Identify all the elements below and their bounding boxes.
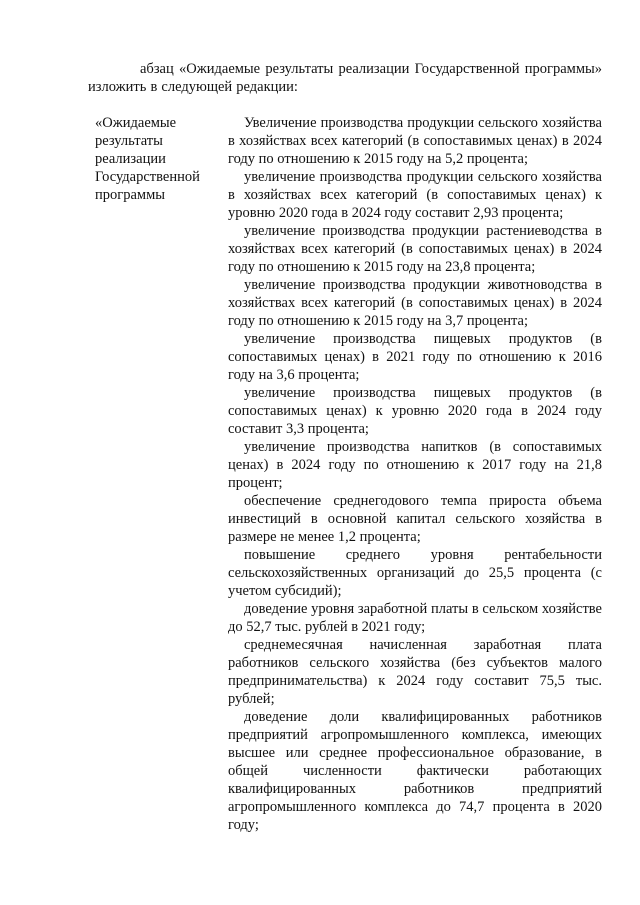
result-paragraph: увеличение производства пищевых продуктов (в сопоставимых ценах) в 2021 году по отношению к 2016 году на 3,6 процента; (228, 331, 602, 383)
result-paragraph: увеличение производства пищевых продуктов (в сопоставимых ценах) к уровню 2020 года в 2024 году составит 3,3 процента; (228, 385, 602, 437)
intro-paragraph: абзац «Ожидаемые результаты реализации Государственной программы» изложить в следующей редакции: (88, 61, 602, 95)
result-paragraph: увеличение производства продукции растениеводства в хозяйствах всех категорий (в сопоставимых ценах) в 2024 году по отношению к 2015 году на 23,8 процента; (228, 223, 602, 275)
result-paragraph: доведение доли квалифицированных работников предприятий агропромышленного комплекса, имеющих высшее или среднее профессиональное образование, в общей численности фактически работающих квалифицированных работников предприятий агропромышленного комплекса до 74,7 процента в 2020 году; (228, 709, 602, 833)
result-paragraph: повышение среднего уровня рентабельности сельскохозяйственных организаций до 25,5 процента (с учетом субсидий); (228, 547, 602, 599)
result-paragraph: доведение уровня заработной платы в сельском хозяйстве до 52,7 тыс. рублей в 2021 году; (228, 601, 602, 635)
result-paragraph: увеличение производства напитков (в сопоставимых ценах) в 2024 году по отношению к 2017 году на 21,8 процент; (228, 439, 602, 491)
row-label-line: «Ожидаемые (95, 115, 177, 131)
row-content (228, 114, 602, 834)
result-paragraph: среднемесячная начисленная заработная плата работников сельского хозяйства (без субъектов малого предпринимательства) к 2024 году составит 75,5 тыс. рублей; (228, 637, 602, 707)
result-paragraph: Увеличение производства продукции сельского хозяйства в хозяйствах всех категорий (в сопоставимых ценах) в 2024 году по отношению к 2015 году на 5,2 процента; (228, 115, 602, 167)
row-label-line: результаты (95, 133, 163, 149)
result-paragraph: увеличение производства продукции сельского хозяйства в хозяйствах всех категорий (в сопоставимых ценах) к уровню 2020 года в 2024 году составит 2,93 процента; (228, 169, 602, 221)
row-label-line: реализации (95, 151, 166, 167)
result-paragraph: обеспечение среднегодового темпа прироста объема инвестиций в основной капитал сельского хозяйства в размере не менее 1,2 процента; (228, 493, 602, 545)
row-label-line: Государственной (95, 169, 200, 185)
result-paragraph: увеличение производства продукции животноводства в хозяйствах всех категорий (в сопоставимых ценах) в 2024 году по отношению к 2015 году на 3,7 процента; (228, 277, 602, 329)
row-label (95, 114, 213, 204)
row-label-line: программы (95, 187, 165, 203)
